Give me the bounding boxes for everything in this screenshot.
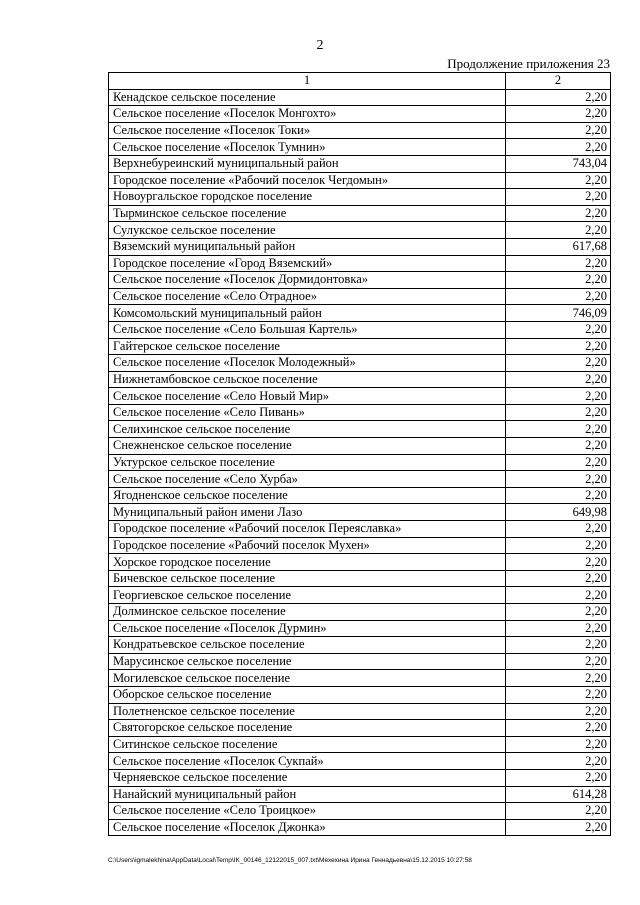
table-row [109,703,611,720]
row-value-cell: 2,20 [506,122,611,139]
table-row [109,454,611,471]
table-row [109,570,611,587]
row-name-cell: Кенадское сельское поселение [109,89,506,106]
row-name-cell: Сельское поселение «Поселок Токи» [109,122,506,139]
row-value-cell: 2,20 [506,637,611,654]
row-value-cell: 2,20 [506,604,611,621]
table-row [109,604,611,621]
row-name-cell: Полетненское сельское поселение [109,703,506,720]
row-value-cell: 746,09 [506,305,611,322]
table-row [109,587,611,604]
row-value-cell: 2,20 [506,537,611,554]
row-value-cell: 2,20 [506,172,611,189]
row-name-cell: Бичевское сельское поселение [109,570,506,587]
row-name-cell: Сельское поселение «Поселок Молодежный» [109,355,506,372]
row-name-cell: Кондратьевское сельское поселение [109,637,506,654]
row-value-cell: 2,20 [506,255,611,272]
table-row [109,222,611,239]
row-value-cell: 2,20 [506,272,611,289]
row-value-cell: 2,20 [506,620,611,637]
header-col-1: 1 [109,73,506,90]
row-name-cell: Сельское поселение «Поселок Монгохто» [109,106,506,123]
row-value-cell: 2,20 [506,587,611,604]
row-name-cell: Комсомольский муниципальный район [109,305,506,322]
row-name-cell: Ситинское сельское поселение [109,736,506,753]
row-value-cell: 2,20 [506,222,611,239]
page-number: 2 [316,38,324,53]
row-name-cell: Вяземский муниципальный район [109,238,506,255]
row-value-cell: 2,20 [506,421,611,438]
table-row [109,819,611,836]
table-row [109,720,611,737]
table-row [109,521,611,538]
table-row [109,686,611,703]
row-value-cell: 2,20 [506,521,611,538]
row-value-cell: 2,20 [506,670,611,687]
row-name-cell: Сельское поселение «Поселок Дурмин» [109,620,506,637]
table-row [109,139,611,156]
row-value-cell: 2,20 [506,321,611,338]
row-name-cell: Сулукское сельское поселение [109,222,506,239]
row-value-cell: 2,20 [506,338,611,355]
row-name-cell: Нанайский муниципальный район [109,786,506,803]
table-row [109,537,611,554]
row-name-cell: Верхнебуреинский муниципальный район [109,155,506,172]
header-col-2: 2 [506,73,611,90]
table-row [109,620,611,637]
table-row [109,371,611,388]
table-row [109,388,611,405]
table-row [109,471,611,488]
row-name-cell: Сельское поселение «Поселок Сукпай» [109,753,506,770]
row-name-cell: Хорское городское поселение [109,554,506,571]
table-row [109,769,611,786]
row-name-cell: Черняевское сельское поселение [109,769,506,786]
table-row [109,803,611,820]
table-row [109,404,611,421]
row-name-cell: Гайтерское сельское поселение [109,338,506,355]
row-value-cell: 2,20 [506,454,611,471]
row-value-cell: 2,20 [506,487,611,504]
table-row [109,438,611,455]
row-value-cell: 2,20 [506,371,611,388]
row-name-cell: Сельское поселение «Село Большая Картель» [109,321,506,338]
table-row [109,753,611,770]
table-row [109,172,611,189]
row-name-cell: Сельское поселение «Поселок Дормидонтовка» [109,272,506,289]
row-name-cell: Марусинское сельское поселение [109,653,506,670]
table-row [109,504,611,521]
table-row [109,653,611,670]
table-row [109,338,611,355]
table-row [109,272,611,289]
row-value-cell: 2,20 [506,803,611,820]
row-value-cell: 2,20 [506,205,611,222]
row-value-cell: 2,20 [506,388,611,405]
table-row [109,637,611,654]
row-value-cell: 2,20 [506,438,611,455]
row-name-cell: Могилевское сельское поселение [109,670,506,687]
row-value-cell: 2,20 [506,404,611,421]
row-value-cell: 743,04 [506,155,611,172]
table-row [109,321,611,338]
table-row [109,487,611,504]
row-name-cell: Муниципальный район имени Лазо [109,504,506,521]
table-row [109,355,611,372]
row-name-cell: Оборское сельское поселение [109,686,506,703]
row-name-cell: Сельское поселение «Поселок Джонка» [109,819,506,836]
row-name-cell: Новоургальское городское поселение [109,189,506,206]
row-name-cell: Сельское поселение «Село Троицкое» [109,803,506,820]
row-value-cell: 2,20 [506,769,611,786]
row-name-cell: Долминское сельское поселение [109,604,506,621]
table-row [109,305,611,322]
row-name-cell: Георгиевское сельское поселение [109,587,506,604]
row-name-cell: Сельское поселение «Поселок Тумнин» [109,139,506,156]
row-name-cell: Нижнетамбовское сельское поселение [109,371,506,388]
row-value-cell: 2,20 [506,736,611,753]
table-row [109,554,611,571]
table-row [109,155,611,172]
row-value-cell: 617,68 [506,238,611,255]
table-row [109,238,611,255]
row-name-cell: Сельское поселение «Село Отрадное» [109,288,506,305]
row-name-cell: Уктурское сельское поселение [109,454,506,471]
table-body [109,73,611,836]
table-row [109,255,611,272]
row-name-cell: Городское поселение «Рабочий поселок Мухен» [109,537,506,554]
row-name-cell: Ягодненское сельское поселение [109,487,506,504]
table-row [109,89,611,106]
row-value-cell: 2,20 [506,106,611,123]
row-value-cell: 2,20 [506,139,611,156]
row-name-cell: Святогорское сельское поселение [109,720,506,737]
row-value-cell: 2,20 [506,471,611,488]
table-row [109,205,611,222]
continuation-note: Продолжение приложения 23 [447,56,610,71]
table-row [109,670,611,687]
row-value-cell: 2,20 [506,288,611,305]
row-value-cell: 614,28 [506,786,611,803]
row-name-cell: Сельское поселение «Село Новый Мир» [109,388,506,405]
footer-file-path: C:\Users\igmalekhina\AppData\Local\Temp\IK_00146_12122015_007.txt\Мехехина Ирина Геннадьевна\15.12.2015 10:27:58 [108,857,472,864]
row-name-cell: Селихинское сельское поселение [109,421,506,438]
row-value-cell: 2,20 [506,570,611,587]
row-name-cell: Городское поселение «Рабочий поселок Переяславка» [109,521,506,538]
row-value-cell: 2,20 [506,753,611,770]
row-value-cell: 649,98 [506,504,611,521]
row-name-cell: Снежненское сельское поселение [109,438,506,455]
table-row [109,288,611,305]
row-name-cell: Сельское поселение «Село Пивань» [109,404,506,421]
table-row [109,421,611,438]
table-row [109,786,611,803]
row-name-cell: Городское поселение «Город Вяземский» [109,255,506,272]
table-row [109,736,611,753]
row-name-cell: Тырминское сельское поселение [109,205,506,222]
table-row [109,106,611,123]
row-value-cell: 2,20 [506,686,611,703]
allocation-table [108,72,611,836]
row-value-cell: 2,20 [506,653,611,670]
row-value-cell: 2,20 [506,89,611,106]
row-value-cell: 2,20 [506,720,611,737]
row-value-cell: 2,20 [506,355,611,372]
row-value-cell: 2,20 [506,819,611,836]
table-row [109,122,611,139]
row-value-cell: 2,20 [506,554,611,571]
table-header-row [109,73,611,90]
row-value-cell: 2,20 [506,703,611,720]
row-value-cell: 2,20 [506,189,611,206]
table-row [109,189,611,206]
row-name-cell: Городское поселение «Рабочий поселок Чегдомын» [109,172,506,189]
row-name-cell: Сельское поселение «Село Хурба» [109,471,506,488]
